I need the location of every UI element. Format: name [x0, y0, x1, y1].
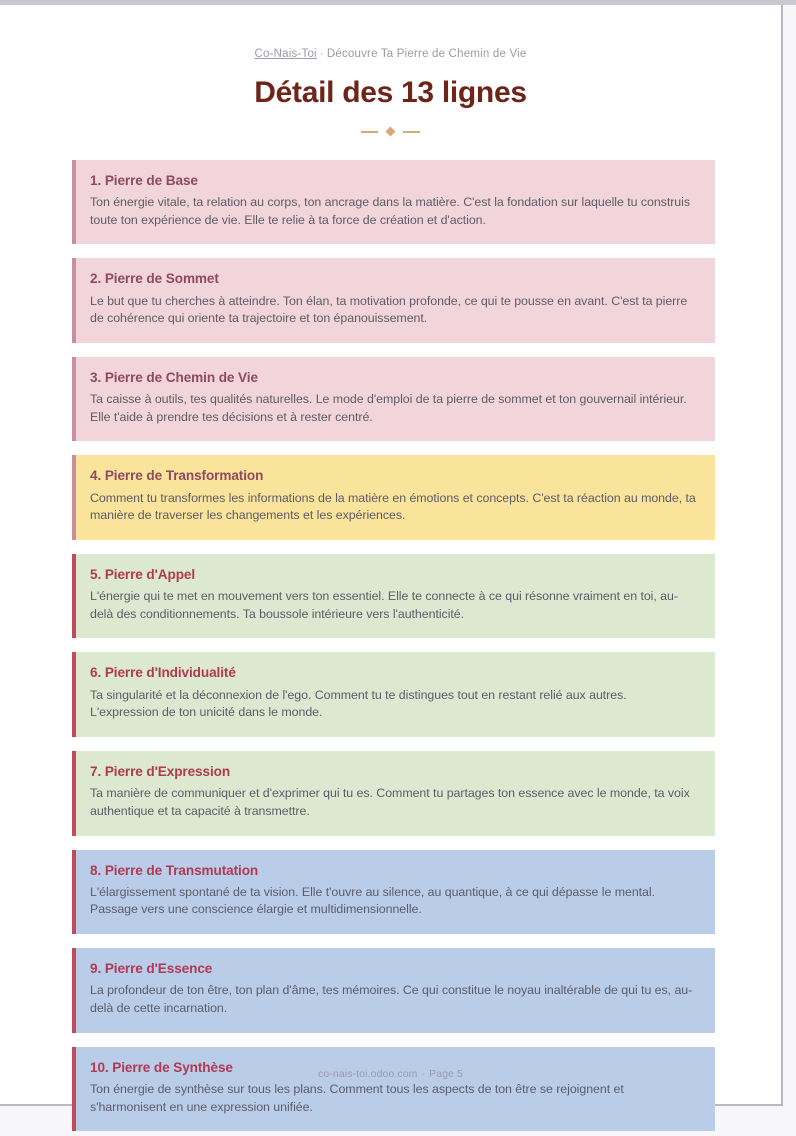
stone-card-title: 3. Pierre de Chemin de Vie	[90, 369, 258, 385]
stone-card	[72, 160, 715, 245]
stone-card-title: 8. Pierre de Transmutation	[90, 862, 259, 878]
ornament-diamond-icon	[386, 127, 396, 137]
document-page	[0, 5, 783, 1114]
stone-card-body: Le but que tu cherches à atteindre. Ton élan, ta motivation profonde, ce qui te pousse en avant. C'est ta pierre de cohérence qui oriente ta trajectoire et ton épanouissement.	[90, 293, 688, 326]
breadcrumb-separator: ·	[319, 48, 324, 60]
breadcrumb-subtitle: Découvre Ta Pierre de Chemin de Vie	[326, 48, 527, 60]
stone-card-title: 5. Pierre d'Appel	[90, 566, 196, 582]
stone-card	[72, 652, 715, 737]
stone-card-body: Ton énergie vitale, ta relation au corps, ton ancrage dans la matière. C'est la fondation sur laquelle tu construis toute ton expérience de vie. Elle te relie à ta force de création et d'action.	[90, 195, 690, 227]
page-title: Détail des 13 lignes	[254, 75, 527, 109]
stone-card-title: 4. Pierre de Transformation	[90, 468, 264, 484]
stone-card	[72, 455, 715, 540]
stone-card-body: Ta manière de communiquer et d'exprimer qui tu es. Comment tu partages ton essence avec le monde, ta voix authentique et ta capacité à transmettre.	[90, 786, 690, 818]
stone-card	[72, 1047, 715, 1132]
document-footer	[0, 1068, 781, 1080]
stone-card	[72, 554, 715, 639]
footer-separator: ·	[421, 1068, 426, 1080]
ornament-dash-left	[361, 131, 378, 133]
stone-card	[72, 357, 715, 442]
stone-card-title: 2. Pierre de Sommet	[90, 271, 219, 287]
stone-card-title: 7. Pierre d'Expression	[90, 763, 231, 779]
stone-card-title: 6. Pierre d'Individualité	[90, 665, 236, 681]
stone-card-title: 9. Pierre d'Essence	[90, 961, 213, 977]
document-header	[0, 5, 781, 138]
stone-card-body: Ta singularité et la déconnexion de l'ego. Comment tu te distingues tout en restant relié aux autres. L'expression de ton unicité dans le monde.	[90, 687, 627, 720]
breadcrumb-brand[interactable]: Co-Nais-Toi	[254, 48, 317, 60]
stone-card-body: L'élargissement spontané de ta vision. Elle t'ouvre au silence, au quantique, à ce qui dépasse le mental. Passage vers une conscience élargie et multidimensionnelle.	[90, 884, 655, 917]
stone-card-body: L'énergie qui te met en mouvement vers ton essentiel. Elle te connecte à ce qui résonne vraiment en toi, au-delà des conditionnements. Ta boussole intérieure vers l'authenticité.	[90, 589, 678, 621]
stone-cards-list	[0, 160, 781, 1131]
stone-card	[72, 850, 715, 935]
breadcrumb	[0, 48, 781, 62]
ornament-dash-right	[403, 131, 420, 133]
stone-card-body: La profondeur de ton être, ton plan d'âme, tes mémoires. Ce qui constitue le noyau inaltérable de qui tu es, au-delà de cette incarnation.	[90, 983, 693, 1015]
stone-card	[72, 948, 715, 1033]
stone-card	[72, 751, 715, 836]
stone-card-body: Ta caisse à outils, tes qualités naturelles. Le mode d'emploi de ta pierre de sommet et ton gouvernail intérieur. Elle t'aide à prendre tes décisions et à rester centré.	[90, 392, 687, 424]
stone-card-body: Comment tu transformes les informations de la matière en émotions et concepts. C'est ta réaction au monde, ta manière de traverser les changements et les expériences.	[90, 490, 696, 523]
ornament-divider	[0, 126, 781, 138]
stone-card-body: Ton énergie de synthèse sur tous les plans. Comment tous les aspects de ton être se rejoignent et s'harmonisent en une expression unifiée.	[90, 1081, 624, 1114]
footer-page-number: Page 5	[429, 1068, 463, 1080]
footer-site: co-nais-toi.odoo.com	[318, 1068, 418, 1080]
stone-card	[72, 258, 715, 343]
stone-card-title: 10. Pierre de Synthèse	[90, 1059, 233, 1075]
stone-card-title: 1. Pierre de Base	[90, 172, 198, 188]
